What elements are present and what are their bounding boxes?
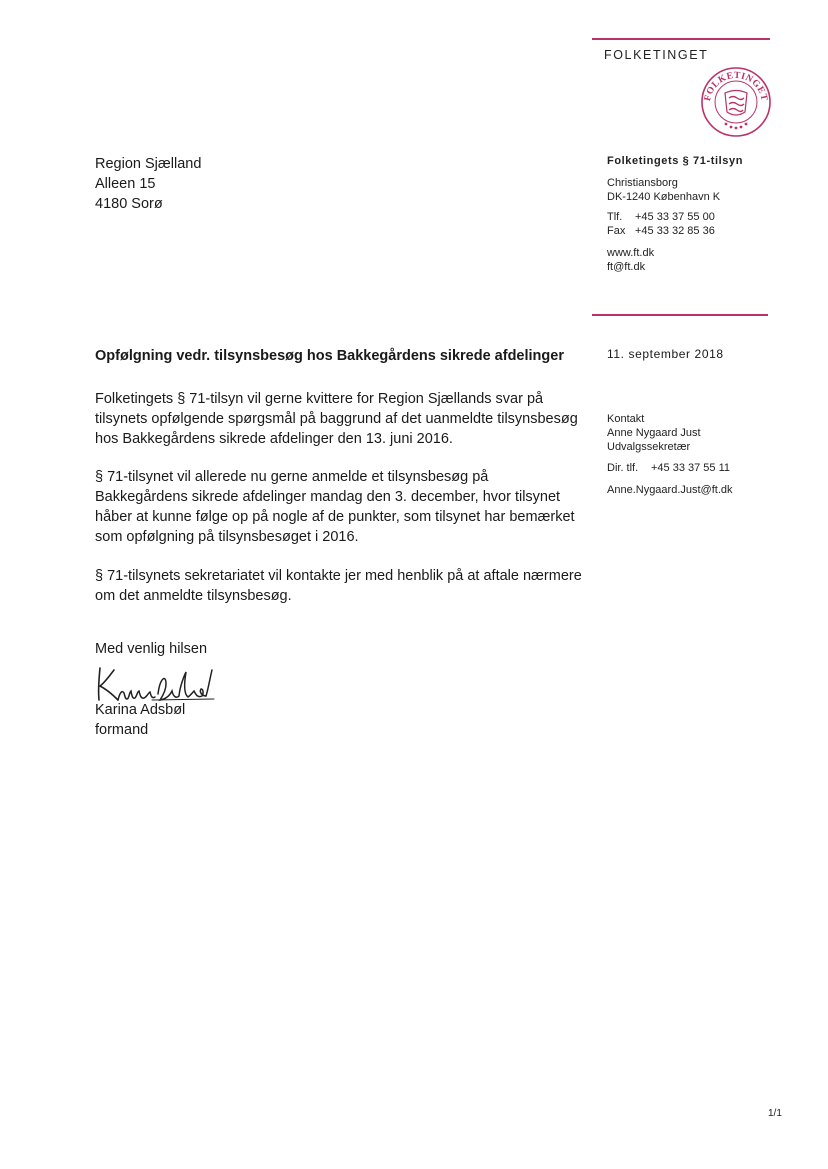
header-rule-top (592, 38, 770, 40)
sender-website-link[interactable]: www.ft.dk (607, 247, 655, 259)
contact-role: Udvalgssekretær (607, 441, 691, 453)
contact-heading: Kontakt (607, 413, 645, 425)
phone-number: +45 33 37 55 00 (635, 211, 715, 223)
letter-paragraph-3: § 71-tilsynets sekretariatet vil kontakte jer med henblik på at aftale nærmere om det anmeldte tilsynsbesøg. (95, 568, 582, 604)
signer-block (95, 700, 185, 740)
sidebar-divider (592, 314, 768, 316)
brand-name: FOLKETINGET (604, 48, 709, 62)
handwritten-signature (94, 664, 220, 704)
signer-name: Karina Adsbøl (95, 702, 186, 718)
direct-phone-number: +45 33 37 55 11 (651, 462, 731, 474)
recipient-city: 4180 Sorø (95, 196, 163, 212)
seal-lettering: FOLKETINGET (703, 70, 769, 103)
letter-greeting: Med venlig hilsen (95, 641, 208, 657)
sender-web (607, 246, 654, 274)
letter-date: 11. september 2018 (607, 347, 724, 361)
parliament-seal-icon (700, 66, 772, 138)
contact-block (607, 412, 733, 497)
letter-subject: Opfølgning vedr. tilsynsbesøg hos Bakkegårdens sikrede afdelinger (95, 348, 564, 364)
contact-email-link[interactable]: Anne.Nygaard.Just@ft.dk (607, 484, 733, 496)
phone-label: Tlf. (607, 211, 623, 223)
sender-address (607, 176, 720, 204)
page-number: 1/1 (768, 1108, 782, 1119)
sender-address-line-1: Christiansborg (607, 177, 678, 189)
sender-address-line-2: DK-1240 København K (607, 191, 721, 203)
letter-paragraph-1: Folketingets § 71-tilsyn vil gerne kvittere for Region Sjællands svar på tilsynets opfølgende spørgsmål på baggrund af det uanmeldte tilsynsbesøg hos Bakkegårdens sikrede afdelinger den 13. juni 2016. (95, 391, 578, 447)
recipient-street: Alleen 15 (95, 176, 156, 192)
contact-name: Anne Nygaard Just (607, 427, 701, 439)
recipient-address (95, 154, 201, 214)
recipient-name: Region Sjælland (95, 156, 202, 172)
sender-title: Folketingets § 71-tilsyn (607, 155, 744, 167)
direct-phone-label: Dir. tlf. (607, 462, 639, 474)
letter-paragraph-2: § 71-tilsynet vil allerede nu gerne anmelde et tilsynsbesøg på Bakkegårdens sikrede afdelinger mandag den 3. december, hvor tilsynet håber at kunne følge op på nogle af de punkter, som tilsynet har bemærket som opfølgning på tilsynsbesøget i 2016. (95, 469, 575, 545)
signer-title: formand (95, 722, 149, 738)
fax-label: Fax (607, 225, 626, 237)
fax-number: +45 33 32 85 36 (635, 225, 715, 237)
sender-email-link[interactable]: ft@ft.dk (607, 261, 646, 273)
sender-phones (607, 210, 715, 238)
